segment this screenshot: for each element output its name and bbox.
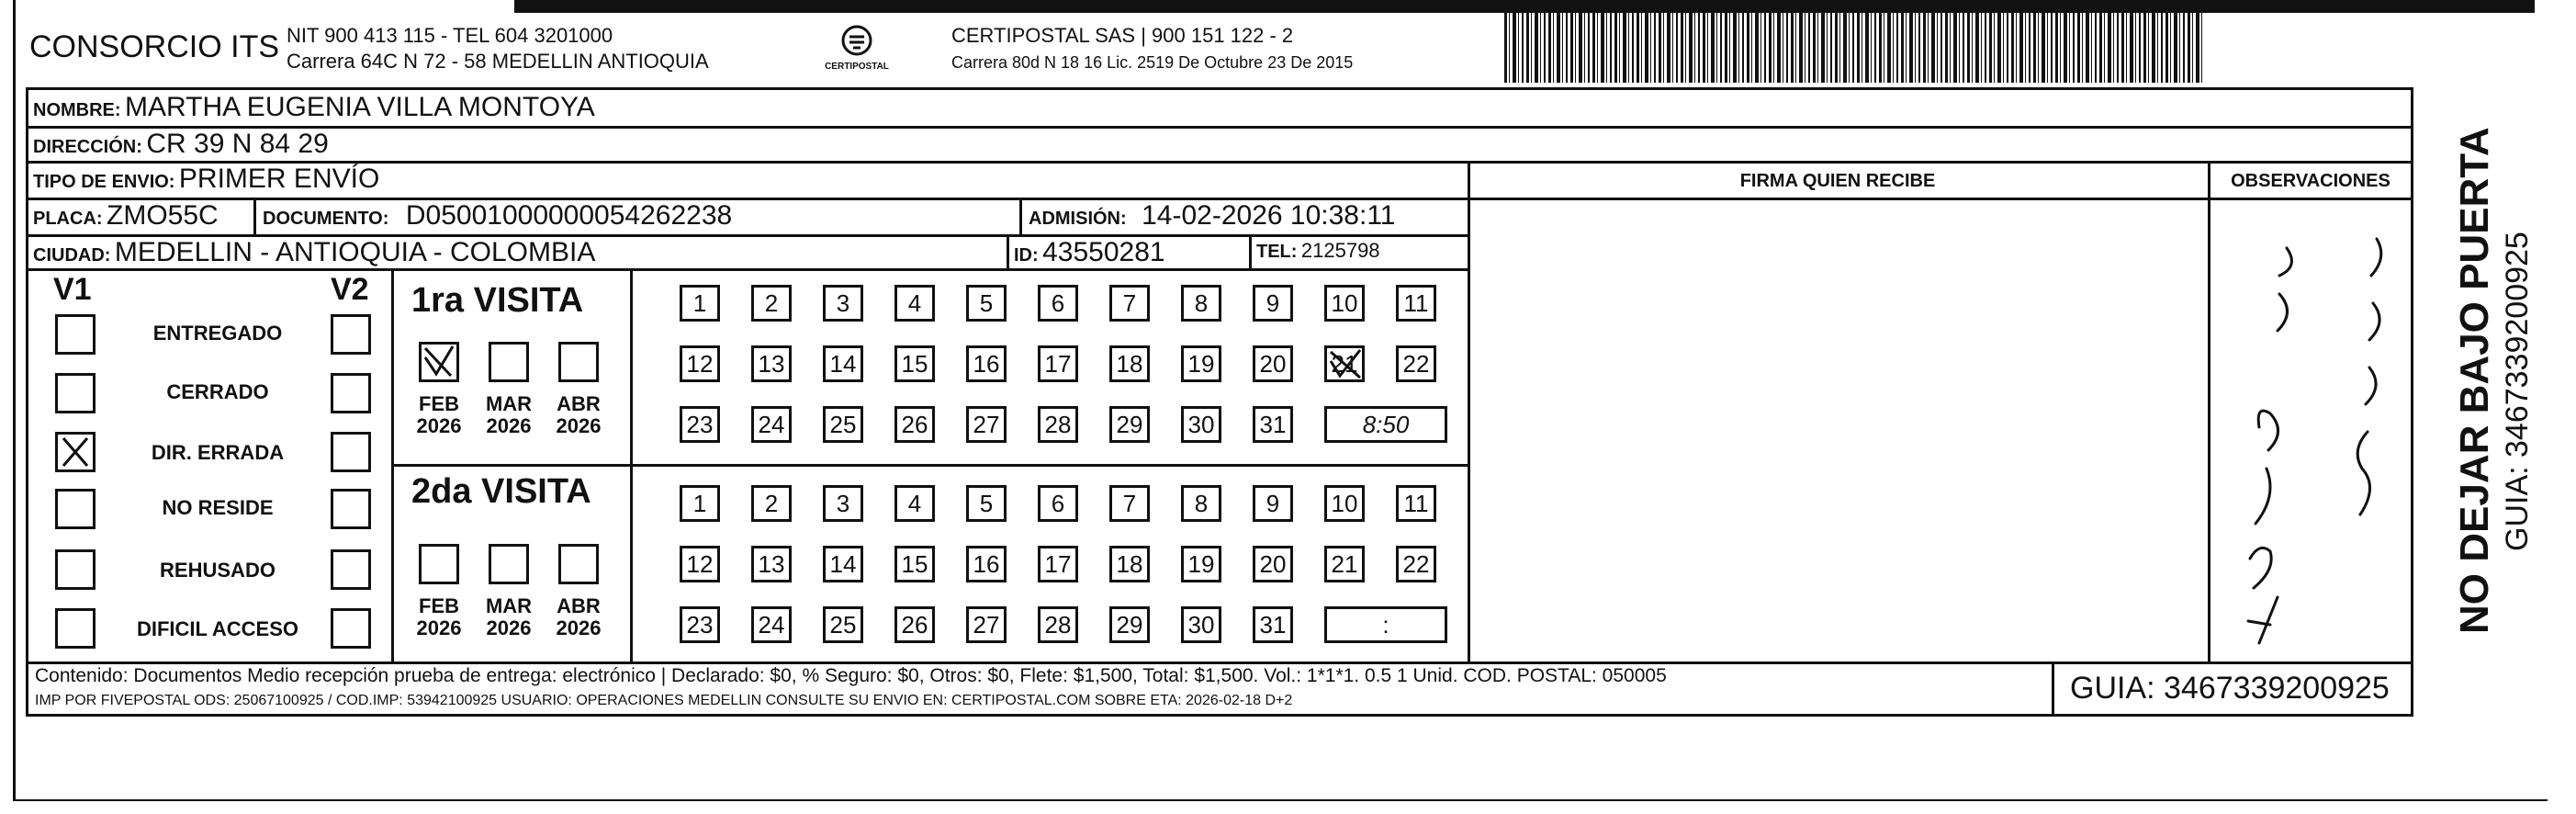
visit1-day-4[interactable]: 4 <box>894 285 935 322</box>
handwriting-icon <box>2222 220 2406 652</box>
plate-label: PLACA: <box>33 209 103 229</box>
visit2-day-4[interactable]: 4 <box>894 485 935 522</box>
document-value: D05001000000054262238 <box>405 200 733 231</box>
v2-checkbox-cerrado[interactable] <box>331 373 371 413</box>
visit1-day-6[interactable]: 6 <box>1038 285 1078 322</box>
document-label: DOCUMENTO: <box>263 209 389 229</box>
admission-label: ADMISIÓN: <box>1029 209 1127 229</box>
v2-label: V2 <box>331 272 369 307</box>
visit1-day-29[interactable]: 29 <box>1109 406 1150 443</box>
signature-header: FIRMA QUIEN RECIBE <box>1739 171 1936 191</box>
visit1-day-26[interactable]: 26 <box>894 406 935 443</box>
visit1-day-28[interactable]: 28 <box>1038 406 1078 443</box>
visit2-day-15[interactable]: 15 <box>894 546 935 582</box>
footer-imp-line: IMP POR FIVEPOSTAL ODS: 25067100925 / COD.IMP: 53942100925 USUARIO: OPERACIONES MEDELLIN CONSULTE SU ENVIO EN: CERTIPOSTAL.COM SOBRE ETA: 2026-02-18 D+2 <box>35 693 1293 708</box>
visit2-day-3[interactable]: 3 <box>823 485 863 522</box>
v2-checkbox-dificil-acceso[interactable] <box>331 608 371 649</box>
visit1-day-18[interactable]: 18 <box>1109 345 1150 382</box>
visit2-day-12[interactable]: 12 <box>680 546 720 582</box>
v1-checkbox-dificil-acceso[interactable] <box>55 608 96 649</box>
visit2-day-31[interactable]: 31 <box>1253 606 1293 643</box>
visit1-day-25[interactable]: 25 <box>823 406 863 443</box>
nit-line: NIT 900 413 115 - TEL 604 3201000 <box>287 24 613 47</box>
v1-checkbox-dir-errada[interactable] <box>55 432 96 472</box>
visit2-day-14[interactable]: 14 <box>823 546 863 582</box>
visit2-day-6[interactable]: 6 <box>1038 485 1078 522</box>
admission-cell <box>1029 200 1395 232</box>
visit1-title: 1ra VISITA <box>411 281 584 320</box>
observations-header: OBSERVACIONES <box>2231 171 2390 191</box>
city-cell <box>33 237 595 268</box>
visit2-time-box[interactable]: : <box>1324 606 1447 643</box>
visit1-day-3[interactable]: 3 <box>823 285 863 322</box>
visit2-day-8[interactable]: 8 <box>1181 485 1221 522</box>
v1-checkbox-no-reside[interactable] <box>55 489 96 529</box>
name-row <box>33 92 595 123</box>
barcode <box>1504 13 2202 83</box>
visit1-month-mar-checkbox[interactable] <box>489 342 529 382</box>
visit1-month-mar: MAR 2026 <box>485 392 533 437</box>
check-icon <box>422 345 456 379</box>
visit1-day-22[interactable]: 22 <box>1396 345 1436 382</box>
v2-checkbox-entregado[interactable] <box>331 314 371 355</box>
visit2-month-mar: MAR 2026 <box>485 594 533 639</box>
visit2-day-1[interactable]: 1 <box>680 485 720 522</box>
visit2-day-28[interactable]: 28 <box>1038 606 1078 643</box>
visit1-day-31[interactable]: 31 <box>1253 406 1293 443</box>
visit2-day-21[interactable]: 21 <box>1324 546 1365 582</box>
visit2-day-11[interactable]: 11 <box>1396 485 1436 522</box>
reason-rehusado: REHUSADO <box>160 559 276 582</box>
tel-cell <box>1256 239 1380 263</box>
visit1-day-11[interactable]: 11 <box>1396 285 1436 322</box>
plate-cell <box>33 200 219 232</box>
visit1-day-23[interactable]: 23 <box>680 406 720 443</box>
reason-entregado: ENTREGADO <box>152 322 283 345</box>
visit2-month-feb: FEB 2026 <box>416 594 462 639</box>
visit1-day-7[interactable]: 7 <box>1109 285 1150 322</box>
visit2-day-23[interactable]: 23 <box>680 606 720 643</box>
visit1-month-abr-checkbox[interactable] <box>558 342 599 382</box>
visit2-day-29[interactable]: 29 <box>1109 606 1150 643</box>
side-guia: GUIA: 3467339200925 <box>2500 232 2535 551</box>
visit1-month-feb-checkbox[interactable] <box>419 342 459 382</box>
visit2-day-16[interactable]: 16 <box>966 546 1007 582</box>
visit1-month-feb: FEB 2026 <box>416 392 462 437</box>
visit1-day-16[interactable]: 16 <box>966 345 1007 382</box>
visit1-day-15[interactable]: 15 <box>894 345 935 382</box>
visit2-month-mar-checkbox[interactable] <box>489 544 529 584</box>
tel-value: 2125798 <box>1300 239 1380 262</box>
tel-label: TEL: <box>1256 242 1298 262</box>
visit2-day-17[interactable]: 17 <box>1038 546 1078 582</box>
visit2-day-20[interactable]: 20 <box>1253 546 1293 582</box>
visit2-day-24[interactable]: 24 <box>751 606 792 643</box>
visit2-day-13[interactable]: 13 <box>751 546 792 582</box>
visit1-day-30[interactable]: 30 <box>1181 406 1221 443</box>
visit1-day-12[interactable]: 12 <box>680 345 720 382</box>
visit2-day-19[interactable]: 19 <box>1181 546 1221 582</box>
side-warning: NO DEJAR BAJO PUERTA <box>2452 127 2497 634</box>
reason-dir-errada: DIR. ERRADA <box>151 441 285 464</box>
address-label: DIRECCIÓN: <box>33 137 142 157</box>
visit1-day-5[interactable]: 5 <box>966 285 1007 322</box>
v1-checkbox-rehusado[interactable] <box>55 549 96 590</box>
footer-contents: Contenido: Documentos Medio recepción prueba de entrega: electrónico | Declarado: $0, % Seguro: $0, Otros: $0, Flete: $1,500, Total: $1,500. Vol.: 1*1*1. 0.5 1 Unid. COD. POSTAL: 050005 <box>35 665 1667 686</box>
visit2-month-feb-checkbox[interactable] <box>419 544 459 584</box>
visit2-day-26[interactable]: 26 <box>894 606 935 643</box>
name-label: NOMBRE: <box>33 100 121 120</box>
id-cell <box>1014 237 1165 268</box>
visit2-day-18[interactable]: 18 <box>1109 546 1150 582</box>
v1-checkbox-entregado[interactable] <box>55 314 96 355</box>
company-address: Carrera 64C N 72 - 58 MEDELLIN ANTIOQUIA <box>287 50 709 73</box>
handwritten-observation <box>2222 220 2406 652</box>
visit2-day-7[interactable]: 7 <box>1109 485 1150 522</box>
visit1-day-20[interactable]: 20 <box>1253 345 1293 382</box>
reason-cerrado: CERRADO <box>166 380 269 403</box>
v2-checkbox-rehusado[interactable] <box>331 549 371 590</box>
v1-label: V1 <box>53 272 92 307</box>
company-name: CONSORCIO ITS <box>29 29 280 64</box>
city-label: CIUDAD: <box>33 245 111 266</box>
visit2-day-9[interactable]: 9 <box>1253 485 1293 522</box>
visit1-day-10[interactable]: 10 <box>1324 285 1365 322</box>
logo-caption: CERTIPOSTAL <box>825 62 889 72</box>
footer-guia: GUIA: 3467339200925 <box>2070 671 2390 706</box>
reason-dificil-acceso: DIFICIL ACCESO <box>136 617 298 640</box>
visit1-day-27[interactable]: 27 <box>966 406 1007 443</box>
admission-value: 14-02-2026 10:38:11 <box>1142 200 1396 231</box>
plate-value: ZMO55C <box>107 200 219 231</box>
visit2-day-30[interactable]: 30 <box>1181 606 1221 643</box>
visit1-month-abr: ABR 2026 <box>556 392 602 437</box>
v2-checkbox-no-reside[interactable] <box>331 489 371 529</box>
visit2-day-5[interactable]: 5 <box>966 485 1007 522</box>
visit2-day-22[interactable]: 22 <box>1396 546 1436 582</box>
visit2-day-2[interactable]: 2 <box>751 485 792 522</box>
visit2-day-25[interactable]: 25 <box>823 606 863 643</box>
recipient-address: CR 39 N 84 29 <box>146 129 329 159</box>
visit2-day-10[interactable]: 10 <box>1324 485 1365 522</box>
address-row <box>33 129 329 160</box>
visit1-day-19[interactable]: 19 <box>1181 345 1221 382</box>
certipostal-logo <box>825 24 889 79</box>
visit1-day-9[interactable]: 9 <box>1253 285 1293 322</box>
visit2-day-27[interactable]: 27 <box>966 606 1007 643</box>
visit2-title: 2da VISITA <box>411 472 591 511</box>
check-x-icon <box>58 435 93 469</box>
visit1-day-8[interactable]: 8 <box>1181 285 1221 322</box>
visit1-time-box[interactable]: 8:50 <box>1324 406 1447 443</box>
id-value: 43550281 <box>1042 237 1165 267</box>
carrier-line: CERTIPOSTAL SAS | 900 151 122 - 2 <box>951 24 1294 47</box>
id-label: ID: <box>1014 245 1039 266</box>
type-label: TIPO DE ENVIO: <box>33 172 175 192</box>
v2-checkbox-dir-errada[interactable] <box>331 432 371 472</box>
visit1-day-1[interactable]: 1 <box>680 285 720 322</box>
v1-checkbox-cerrado[interactable] <box>55 373 96 413</box>
visit1-day-24[interactable]: 24 <box>751 406 792 443</box>
visit1-day-13[interactable]: 13 <box>751 345 792 382</box>
recipient-name: MARTHA EUGENIA VILLA MONTOYA <box>125 92 595 122</box>
visit2-month-abr-checkbox[interactable] <box>558 544 599 584</box>
reason-no-reside: NO RESIDE <box>162 496 274 519</box>
document-cell <box>263 200 732 232</box>
top-band <box>514 0 2535 13</box>
visit1-day-14[interactable]: 14 <box>823 345 863 382</box>
check-x-icon <box>1327 348 1364 381</box>
city-value: MEDELLIN - ANTIOQUIA - COLOMBIA <box>114 237 596 267</box>
shipment-type: PRIMER ENVÍO <box>178 164 380 194</box>
visit2-month-abr: ABR 2026 <box>556 594 602 639</box>
type-row <box>33 164 379 195</box>
visit1-day-17[interactable]: 17 <box>1038 345 1078 382</box>
carrier-address: Carrera 80d N 18 16 Lic. 2519 De Octubre 23 De 2015 <box>951 53 1354 72</box>
visit1-day-2[interactable]: 2 <box>751 285 792 322</box>
visit1-day-21[interactable]: 21 <box>1324 345 1365 382</box>
logo-icon <box>838 24 875 57</box>
